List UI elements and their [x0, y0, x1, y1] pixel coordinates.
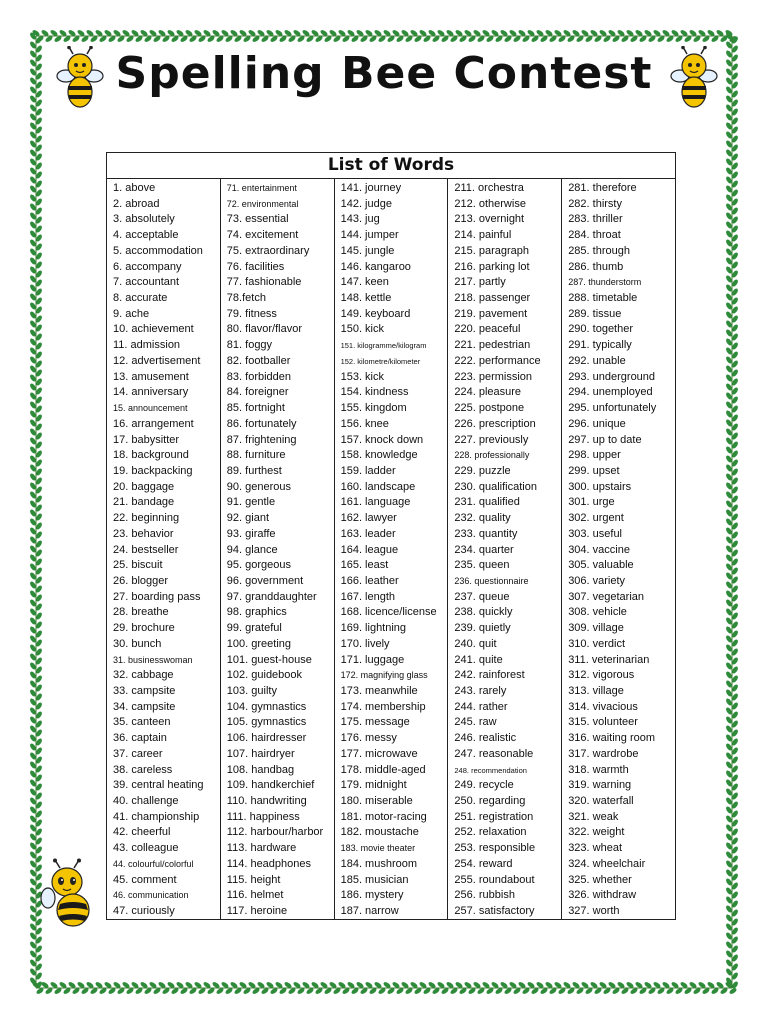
word-entry: 80. flavor/flavor — [226, 323, 302, 336]
word-entry: 108. handbag — [226, 763, 295, 776]
word-entry: 15. announcement — [113, 403, 188, 414]
word-entry: 228. professionally — [454, 450, 530, 461]
word-entry: 234. quarter — [454, 543, 514, 556]
word-entry: 219. pavement — [454, 307, 528, 320]
word-entry: 292. unable — [568, 354, 626, 367]
word-entry: 169. lightning — [340, 622, 407, 635]
word-entry: 237. queue — [454, 590, 510, 603]
word-entry: 26. blogger — [113, 574, 169, 587]
word-entry: 159. ladder — [340, 464, 396, 477]
word-entry: 165. least — [340, 559, 389, 572]
word-entry: 240. quit — [454, 637, 497, 650]
word-entry: 290. together — [568, 323, 634, 336]
word-entry: 103. guilty — [226, 685, 277, 697]
word-entry: 302. urgent — [568, 512, 624, 525]
word-entry: 27. boarding pass — [113, 590, 201, 603]
word-entry: 287. thunderstorm — [568, 277, 642, 288]
word-entry: 235. queen — [454, 559, 510, 572]
word-entry: 316. waiting room — [568, 732, 656, 745]
word-entry: 252. relaxation — [454, 826, 527, 839]
word-entry: 101. guest-house — [226, 653, 312, 666]
word-entry: 285. through — [568, 244, 630, 257]
word-entry: 75. extraordinary — [226, 244, 310, 257]
word-entry: 81. foggy — [226, 339, 273, 352]
word-entry: 145. jungle — [340, 244, 395, 257]
word-entry: 16. arrangement — [113, 417, 194, 430]
word-entry: 283. thriller — [568, 213, 623, 226]
word-entry: 150. kick — [340, 323, 385, 336]
word-entry: 154. kindness — [340, 386, 409, 399]
word-entry: 253. responsible — [454, 842, 536, 855]
word-entry: 4. acceptable — [113, 229, 179, 242]
word-entry: 21. bandage — [113, 496, 175, 509]
word-entry: 241. quite — [454, 653, 503, 666]
word-entry: 162. lawyer — [340, 512, 397, 525]
bee-right-icon — [670, 46, 718, 110]
word-entry: 89. furthest — [226, 464, 282, 477]
word-column — [107, 179, 221, 920]
word-entry: 19. backpacking — [113, 464, 193, 477]
word-entry: 45. comment — [113, 873, 177, 886]
word-entry: 144. jumper — [340, 229, 399, 242]
word-entry: 92. giant — [226, 512, 269, 525]
word-entry: 148. kettle — [340, 292, 392, 305]
word-entry: 10. achievement — [113, 323, 194, 336]
word-entry: 112. harbour/harbor — [226, 826, 324, 839]
word-entry: 248. recommendation — [454, 765, 527, 775]
word-entry: 223. permission — [454, 370, 533, 383]
word-entry: 147. keen — [340, 276, 389, 289]
word-entry: 255. roundabout — [454, 873, 535, 886]
word-entry: 143. jug — [340, 213, 380, 226]
word-entry: 322. weight — [568, 826, 625, 839]
word-entry: 303. useful — [568, 527, 623, 540]
word-entry: 327. worth — [568, 905, 620, 918]
word-entry: 308. vehicle — [568, 606, 627, 619]
word-entry: 71. entertainment — [226, 183, 297, 193]
word-entry: 96. government — [226, 574, 304, 587]
word-entry: 214. painful — [454, 229, 512, 242]
word-entry: 8. accurate — [113, 292, 168, 305]
word-entry: 115. height — [226, 873, 281, 886]
word-entry: 288. timetable — [568, 292, 638, 305]
word-entry: 151. kilogramme/kilogram — [340, 341, 427, 351]
word-entry: 2. abroad — [113, 197, 160, 210]
word-entry: 211. orchestra — [454, 182, 524, 194]
word-entry: 254. reward — [454, 857, 513, 870]
word-entry: 300. upstairs — [568, 480, 632, 493]
word-entry: 7. accountant — [113, 276, 180, 289]
word-entry: 98. graphics — [226, 606, 287, 619]
word-entry: 324. wheelchair — [568, 857, 646, 870]
word-entry: 326. withdraw — [568, 889, 637, 902]
word-entry: 294. unemployed — [568, 386, 653, 399]
word-entry: 91. gentle — [226, 496, 276, 509]
word-entry: 117. heroine — [226, 905, 288, 918]
word-entry: 87. frightening — [226, 433, 297, 446]
word-entry: 30. bunch — [113, 637, 162, 650]
word-entry: 251. registration — [454, 810, 534, 823]
word-entry: 157. knock down — [340, 433, 424, 446]
word-entry: 282. thirsty — [568, 197, 622, 210]
word-entry: 44. colourful/colorful — [113, 858, 194, 869]
word-entry: 109. handkerchief — [226, 779, 315, 792]
word-entry: 155. kingdom — [340, 402, 407, 415]
word-entry: 318. warmth — [568, 763, 629, 776]
word-entry: 88. furniture — [226, 449, 286, 462]
word-entry: 183. movie theater — [340, 843, 416, 854]
word-entry: 156. knee — [340, 417, 389, 430]
word-entry: 84. foreigner — [226, 386, 289, 399]
list-heading: List of Words — [107, 153, 675, 179]
word-entry: 34. campsite — [113, 700, 176, 713]
word-column — [335, 179, 449, 920]
word-entry: 33. campsite — [113, 685, 176, 697]
word-entry: 224. pleasure — [454, 386, 522, 399]
word-entry: 297. up to date — [568, 433, 642, 446]
page-title: Spelling Bee Contest — [115, 48, 653, 99]
word-entry: 174. membership — [340, 700, 426, 713]
word-entry: 167. length — [340, 590, 396, 603]
word-entry: 305. valuable — [568, 559, 634, 572]
word-entry: 177. microwave — [340, 747, 418, 760]
word-entry: 95. gorgeous — [226, 559, 292, 572]
word-entry: 317. wardrobe — [568, 747, 639, 760]
word-entry: 249. recycle — [454, 779, 514, 792]
word-entry: 72. environmental — [226, 198, 299, 209]
word-entry: 181. motor-racing — [340, 810, 427, 823]
word-entry: 212. otherwise — [454, 197, 526, 210]
word-entry: 114. headphones — [226, 857, 312, 870]
word-entry: 314. vivacious — [568, 700, 638, 713]
word-entry: 1. above — [113, 182, 156, 194]
word-entry: 105. gymnastics — [226, 716, 307, 729]
word-entry: 146. kangaroo — [340, 260, 411, 273]
word-entry: 11. admission — [113, 339, 181, 352]
word-entry: 142. judge — [340, 197, 392, 210]
word-entry: 286. thumb — [568, 260, 624, 273]
word-entry: 173. meanwhile — [340, 685, 418, 697]
word-entry: 94. glance — [226, 543, 278, 556]
word-entry: 227. previously — [454, 433, 529, 446]
word-entry: 170. lively — [340, 637, 390, 650]
word-entry: 100. greeting — [226, 637, 292, 650]
word-entry: 291. typically — [568, 339, 632, 352]
word-entry: 6. accompany — [113, 260, 182, 273]
word-entry: 323. wheat — [568, 842, 623, 855]
word-entry: 76. facilities — [226, 260, 285, 273]
word-entry: 239. quietly — [454, 622, 511, 635]
word-entry: 215. paragraph — [454, 244, 530, 257]
word-entry: 311. veterinarian — [568, 653, 650, 666]
word-entry: 185. musician — [340, 873, 409, 886]
word-entry: 107. hairdryer — [226, 747, 295, 760]
word-entry: 85. fortnight — [226, 402, 285, 415]
word-entry: 17. babysitter — [113, 433, 180, 446]
word-entry: 176. messy — [340, 732, 397, 745]
word-entry: 9. ache — [113, 307, 150, 320]
word-entry: 106. hairdresser — [226, 732, 307, 745]
word-entry: 141. journey — [340, 182, 402, 194]
word-entry: 83. forbidden — [226, 370, 292, 383]
word-entry: 301. urge — [568, 496, 615, 509]
word-entry: 39. central heating — [113, 779, 204, 792]
word-column — [562, 179, 675, 920]
word-entry: 42. cheerful — [113, 826, 171, 839]
word-entry: 226. prescription — [454, 417, 536, 430]
word-entry: 158. knowledge — [340, 449, 418, 462]
word-entry: 229. puzzle — [454, 464, 511, 477]
word-entry: 86. fortunately — [226, 417, 297, 430]
word-entry: 23. behavior — [113, 527, 174, 540]
word-entry: 238. quickly — [454, 606, 513, 619]
word-entry: 180. miserable — [340, 795, 413, 808]
word-entry: 320. waterfall — [568, 795, 634, 808]
word-entry: 299. upset — [568, 464, 620, 477]
word-entry: 289. tissue — [568, 307, 622, 320]
word-entry: 230. qualification — [454, 480, 537, 493]
word-entry: 3. absolutely — [113, 213, 175, 226]
word-entry: 307. vegetarian — [568, 590, 645, 603]
word-entry: 257. satisfactory — [454, 905, 535, 918]
word-entry: 22. beginning — [113, 512, 180, 525]
word-entry: 78.fetch — [226, 292, 266, 305]
word-entry: 41. championship — [113, 810, 200, 823]
word-entry: 31. businesswoman — [113, 654, 193, 665]
word-entry: 296. unique — [568, 417, 626, 430]
word-entry: 217. partly — [454, 276, 506, 289]
word-entry: 97. granddaughter — [226, 590, 317, 603]
word-entry: 245. raw — [454, 716, 497, 729]
word-entry: 25. biscuit — [113, 559, 163, 572]
word-entry: 315. volunteer — [568, 716, 638, 729]
word-entry: 152. kilometre/kilometer — [340, 356, 421, 366]
word-entry: 164. league — [340, 543, 399, 556]
word-entry: 104. gymnastics — [226, 700, 307, 713]
word-entry: 116. helmet — [226, 889, 284, 902]
word-entry: 256. rubbish — [454, 889, 515, 902]
word-entry: 77. fashionable — [226, 276, 302, 289]
word-entry: 293. underground — [568, 370, 656, 383]
word-entry: 247. reasonable — [454, 747, 534, 760]
word-entry: 35. canteen — [113, 716, 171, 729]
word-entry: 113. hardware — [226, 842, 297, 855]
word-entry: 313. village — [568, 685, 624, 697]
word-entry: 178. middle-aged — [340, 763, 426, 776]
word-entry: 73. essential — [226, 213, 289, 226]
word-entry: 184. mushroom — [340, 857, 418, 870]
word-entry: 295. unfortunately — [568, 402, 657, 415]
word-entry: 111. happiness — [226, 810, 300, 823]
word-entry: 38. careless — [113, 763, 173, 776]
word-entry: 233. quantity — [454, 527, 518, 540]
word-entry: 82. footballer — [226, 354, 291, 367]
word-entry: 161. language — [340, 496, 411, 509]
word-entry: 102. guidebook — [226, 669, 303, 682]
word-entry: 175. message — [340, 716, 410, 729]
word-entry: 221. pedestrian — [454, 339, 531, 352]
word-entry: 79. fitness — [226, 307, 277, 320]
word-entry: 225. postpone — [454, 402, 525, 415]
word-entry: 43. colleague — [113, 842, 179, 855]
bee-bottom-icon — [40, 858, 96, 930]
word-columns — [107, 179, 675, 920]
word-entry: 13. amusement — [113, 370, 189, 383]
word-entry: 306. variety — [568, 574, 626, 587]
word-entry: 250. regarding — [454, 795, 526, 808]
word-entry: 14. anniversary — [113, 386, 189, 399]
word-list-table — [106, 152, 676, 920]
word-entry: 168. licence/license — [340, 606, 437, 619]
word-entry: 36. captain — [113, 732, 167, 745]
word-entry: 160. landscape — [340, 480, 416, 493]
word-entry: 220. peaceful — [454, 323, 521, 336]
word-entry: 24. bestseller — [113, 543, 179, 556]
word-entry: 312. vigorous — [568, 669, 635, 682]
word-entry: 325. whether — [568, 873, 632, 886]
word-entry: 298. upper — [568, 449, 621, 462]
word-entry: 243. rarely — [454, 685, 507, 697]
word-entry: 99. grateful — [226, 622, 282, 635]
word-entry: 304. vaccine — [568, 543, 630, 556]
word-entry: 187. narrow — [340, 905, 399, 918]
word-entry: 236. questionnaire — [454, 575, 529, 586]
bee-left-icon — [56, 46, 104, 110]
word-entry: 110. handwriting — [226, 795, 307, 808]
word-entry: 20. baggage — [113, 480, 175, 493]
word-entry: 284. throat — [568, 229, 621, 242]
word-entry: 246. realistic — [454, 732, 517, 745]
word-entry: 18. background — [113, 449, 189, 462]
word-entry: 172. magnifying glass — [340, 670, 428, 681]
word-entry: 47. curiously — [113, 905, 175, 918]
word-entry: 46. communication — [113, 890, 189, 901]
word-entry: 319. warning — [568, 779, 632, 792]
word-entry: 281. therefore — [568, 182, 637, 194]
word-entry: 40. challenge — [113, 795, 179, 808]
word-entry: 149. keyboard — [340, 307, 411, 320]
word-entry: 28. breathe — [113, 606, 169, 619]
word-entry: 213. overnight — [454, 213, 525, 226]
word-entry: 93. giraffe — [226, 527, 276, 540]
word-entry: 231. qualified — [454, 496, 520, 509]
word-entry: 5. accommodation — [113, 244, 203, 257]
word-column — [448, 179, 562, 920]
word-entry: 218. passenger — [454, 292, 531, 305]
word-column — [221, 179, 335, 920]
word-entry: 163. leader — [340, 527, 396, 540]
word-entry: 90. generous — [226, 480, 292, 493]
word-entry: 29. brochure — [113, 622, 175, 635]
word-entry: 309. village — [568, 622, 624, 635]
word-entry: 321. weak — [568, 810, 619, 823]
word-entry: 37. career — [113, 747, 163, 760]
word-entry: 216. parking lot — [454, 260, 530, 273]
word-entry: 186. mystery — [340, 889, 404, 902]
word-entry: 182. moustache — [340, 826, 419, 839]
word-entry: 74. excitement — [226, 229, 299, 242]
word-entry: 12. advertisement — [113, 354, 201, 367]
word-entry: 171. luggage — [340, 653, 405, 666]
word-entry: 166. leather — [340, 574, 399, 587]
word-entry: 222. performance — [454, 354, 541, 367]
word-entry: 153. kick — [340, 370, 385, 383]
word-entry: 232. quality — [454, 512, 511, 525]
word-entry: 310. verdict — [568, 637, 626, 650]
word-entry: 244. rather — [454, 700, 508, 713]
word-entry: 32. cabbage — [113, 669, 174, 682]
word-entry: 179. midnight — [340, 779, 407, 792]
word-entry: 242. rainforest — [454, 669, 525, 682]
